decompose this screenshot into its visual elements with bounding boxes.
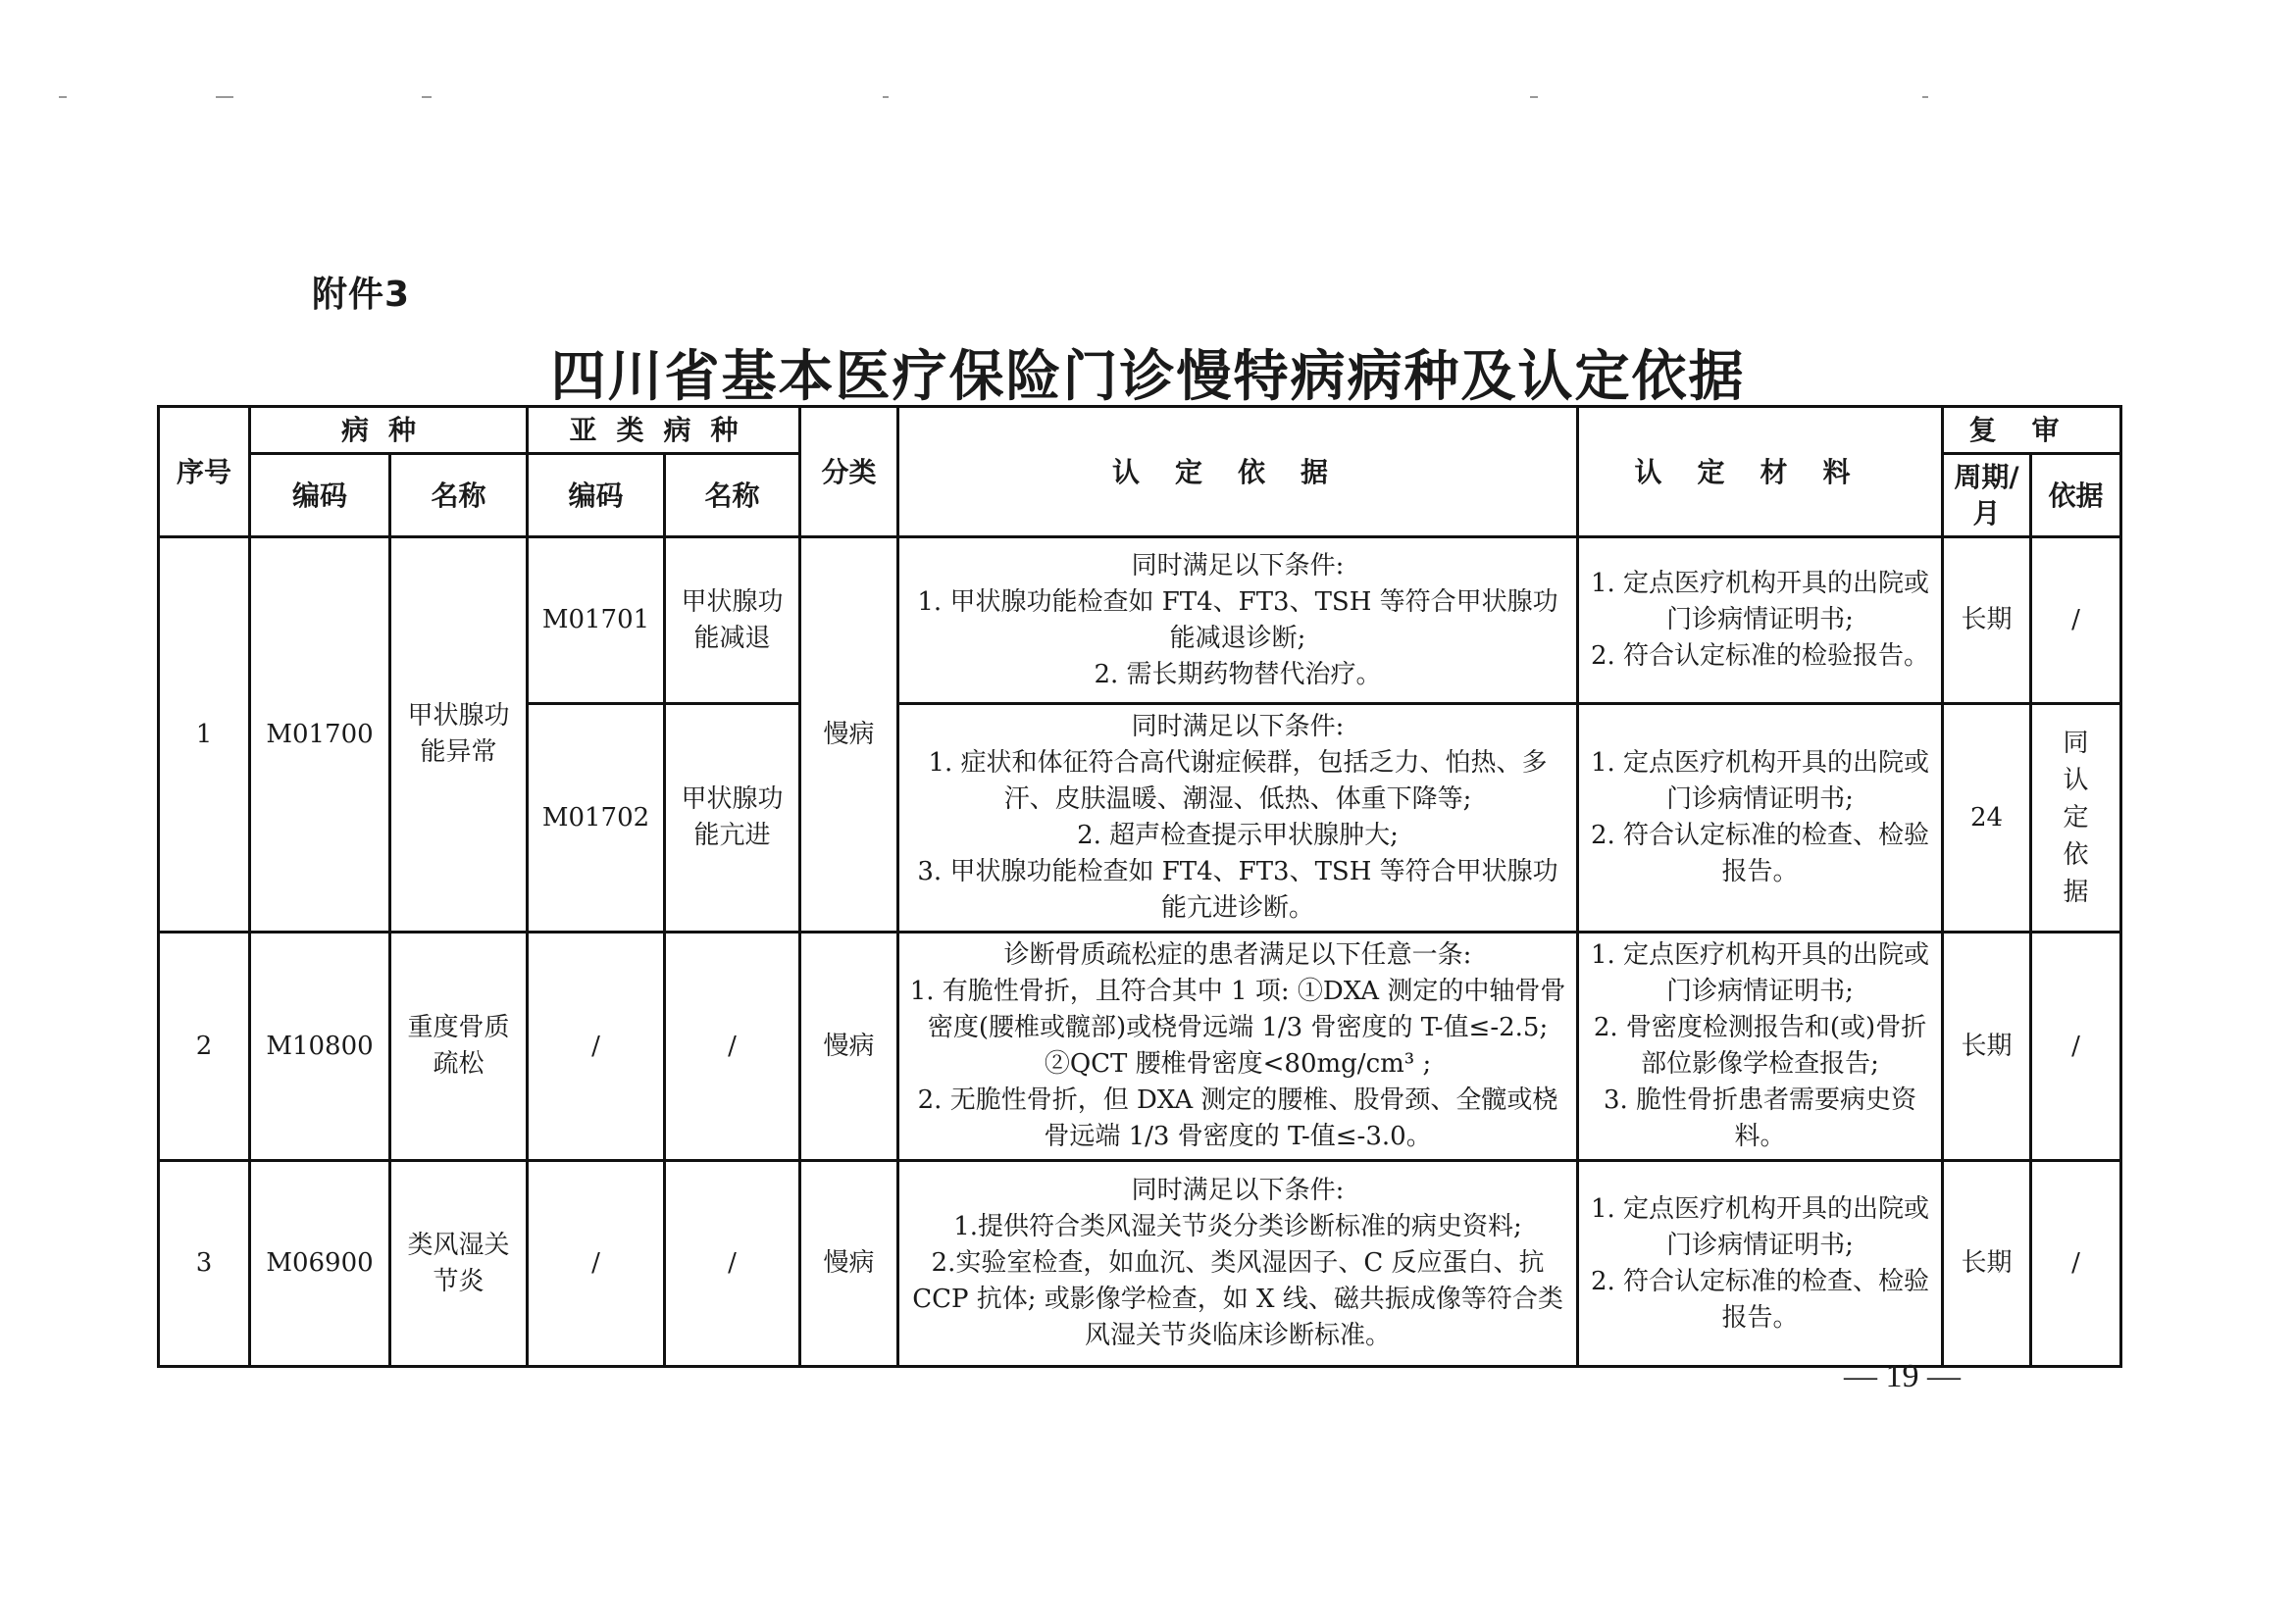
row-code: M06900	[250, 1161, 390, 1367]
material-line: 1. 定点医疗机构开具的出院或门诊病情证明书;	[1590, 1193, 1930, 1260]
header-category: 分类	[800, 407, 898, 537]
table-row	[159, 1161, 2121, 1367]
row-review-period: 长期	[1943, 1161, 2031, 1367]
row-basis	[898, 933, 1578, 1161]
row-materials	[1578, 537, 1943, 704]
row-materials	[1578, 1161, 1943, 1367]
row-basis	[898, 537, 1578, 704]
header-sub-code: 编码	[528, 454, 665, 537]
scan-speck	[1530, 96, 1538, 98]
row-review-basis	[2031, 704, 2121, 933]
attachment-label: 附件3	[312, 275, 411, 315]
row-name: 甲状腺功能异常	[390, 537, 528, 933]
scan-speck	[883, 96, 889, 98]
material-line: 1. 定点医疗机构开具的出院或门诊病情证明书;	[1590, 569, 1930, 634]
row-category: 慢病	[800, 537, 898, 933]
scan-speck	[422, 96, 432, 98]
row-materials	[1578, 704, 1943, 933]
scan-speck	[59, 96, 67, 98]
material-line: 1. 定点医疗机构开具的出院或门诊病情证明书;	[1590, 748, 1930, 814]
material-line: 1. 定点医疗机构开具的出院或门诊病情证明书;	[1590, 940, 1930, 1006]
basis-line: 1.提供符合类风湿关节炎分类诊断标准的病史资料;	[953, 1212, 1522, 1241]
header-disease: 病种	[250, 407, 528, 454]
row-name: 类风湿关节炎	[390, 1161, 528, 1367]
table-row	[159, 933, 2121, 1161]
header-disease-name: 名称	[390, 454, 528, 537]
document-title: 四川省基本医疗保险门诊慢特病病种及认定依据	[550, 344, 1746, 409]
basis-line: 3. 甲状腺功能检查如 FT4、FT3、TSH 等符合甲状腺功能亢进诊断。	[917, 857, 1558, 923]
row-review-basis: /	[2031, 1161, 2121, 1367]
basis-line: 2. 需长期药物替代治疗。	[1094, 659, 1382, 689]
basis-line: 2. 超声检查提示甲状腺肿大;	[1077, 821, 1399, 850]
material-line: 2. 符合认定标准的检验报告。	[1590, 641, 1930, 671]
review-basis-text: 同认定依据	[2063, 729, 2089, 907]
basis-line: 诊断骨质疏松症的患者满足以下任意一条:	[1003, 940, 1472, 970]
header-review-basis: 依据	[2031, 454, 2121, 537]
basis-line: 2. 无脆性骨折，但 DXA 测定的腰椎、股骨颈、全髋或桡骨远端 1/3 骨密度的 T-值≤-3.0。	[917, 1085, 1558, 1151]
row-name: 重度骨质疏松	[390, 933, 528, 1161]
header-materials: 认定材料	[1578, 407, 1943, 537]
row-seq: 1	[159, 537, 250, 933]
row-sub-name: 甲状腺功能减退	[665, 537, 800, 704]
row-sub-code: /	[528, 1161, 665, 1367]
basis-line: 同时满足以下条件:	[1131, 712, 1345, 741]
row-sub-code: /	[528, 933, 665, 1161]
material-line: 2. 符合认定标准的检查、检验报告。	[1590, 821, 1930, 886]
scan-speck	[216, 96, 233, 98]
row-review-period: 长期	[1943, 537, 2031, 704]
header-review-period: 周期/月	[1943, 454, 2031, 537]
row-seq: 2	[159, 933, 250, 1161]
row-sub-code: M01702	[528, 704, 665, 933]
basis-line: 1. 有脆性骨折，且符合其中 1 项: ①DXA 测定的中轴骨骨密度(腰椎或髋部)或桡骨远端 1/3 骨密度的 T-值≤-2.5; ②QCT 腰椎骨密度<80mg/cm³ ;	[909, 977, 1566, 1079]
material-line: 3. 脆性骨折患者需要病史资料。	[1603, 1085, 1917, 1151]
row-sub-name: /	[665, 933, 800, 1161]
basis-line: 同时满足以下条件:	[1131, 550, 1345, 580]
row-basis	[898, 704, 1578, 933]
row-category: 慢病	[800, 933, 898, 1161]
row-code: M10800	[250, 933, 390, 1161]
header-disease-code: 编码	[250, 454, 390, 537]
disease-table	[157, 405, 2122, 1368]
row-basis	[898, 1161, 1578, 1367]
row-sub-name: 甲状腺功能亢进	[665, 704, 800, 933]
header-seq: 序号	[159, 407, 250, 537]
table-row	[159, 537, 2121, 704]
header-sub-name: 名称	[665, 454, 800, 537]
basis-line: 1. 症状和体征符合高代谢症候群，包括乏力、怕热、多汗、皮肤温暖、潮湿、低热、体重下降等;	[928, 748, 1548, 814]
material-line: 2. 符合认定标准的检查、检验报告。	[1590, 1266, 1930, 1333]
header-review: 复审	[1943, 407, 2121, 454]
row-review-period: 24	[1943, 704, 2031, 933]
basis-line: 2.实验室检查，如血沉、类风湿因子、C 反应蛋白、抗 CCP 抗体; 或影像学检查，如 X 线、磁共振成像等符合类风湿关节炎临床诊断标准。	[912, 1248, 1563, 1350]
scan-speck	[1922, 96, 1928, 98]
material-line: 2. 骨密度检测报告和(或)骨折部位影像学检查报告;	[1593, 1013, 1927, 1079]
row-seq: 3	[159, 1161, 250, 1367]
page-number: — 19 —	[1844, 1358, 1961, 1394]
row-review-basis: /	[2031, 933, 2121, 1161]
header-basis: 认定依据	[898, 407, 1578, 537]
row-review-basis: /	[2031, 537, 2121, 704]
basis-line: 1. 甲状腺功能检查如 FT4、FT3、TSH 等符合甲状腺功能减退诊断;	[917, 586, 1558, 653]
row-code: M01700	[250, 537, 390, 933]
row-review-period: 长期	[1943, 933, 2031, 1161]
row-category: 慢病	[800, 1161, 898, 1367]
row-materials	[1578, 933, 1943, 1161]
basis-line: 同时满足以下条件:	[1131, 1176, 1345, 1205]
header-subtype: 亚类病种	[528, 407, 800, 454]
row-sub-name: /	[665, 1161, 800, 1367]
row-sub-code: M01701	[528, 537, 665, 704]
